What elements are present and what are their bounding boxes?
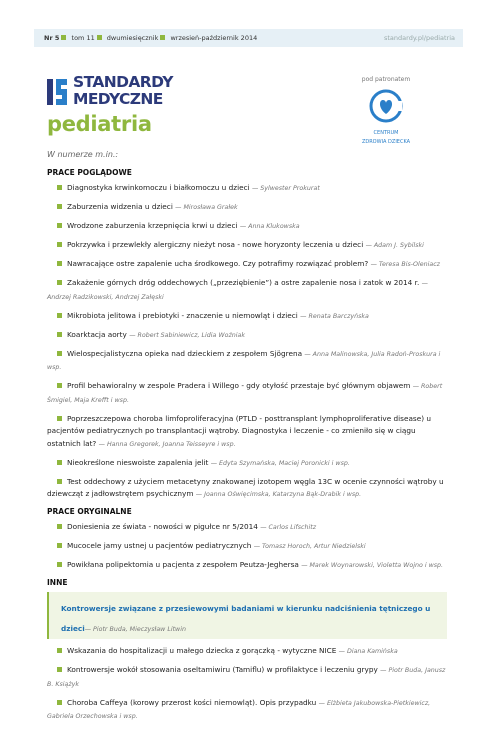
org-name-line-2: ZDROWIA DZIECKA bbox=[361, 139, 411, 145]
volume: tom 11 bbox=[71, 34, 95, 42]
square-bullet-icon bbox=[57, 332, 62, 337]
square-bullet-icon bbox=[57, 700, 62, 705]
patronage-label: pod patronatem bbox=[361, 76, 411, 83]
list-item[interactable] bbox=[47, 521, 447, 535]
article-title[interactable]: Powikłana polipektomia u pacjenta z zespołem Peutza-Jeghersa bbox=[67, 560, 299, 569]
square-bullet-icon bbox=[57, 383, 62, 388]
list-item[interactable] bbox=[47, 413, 447, 452]
featured-article[interactable] bbox=[47, 592, 447, 639]
logo-mark-icon bbox=[47, 76, 69, 108]
article-title[interactable]: Mucocele jamy ustnej u pacjentów pediatrycznych bbox=[67, 541, 252, 550]
article-authors: — Andrzej Radzikowski, Andrzej Załęski bbox=[47, 280, 428, 301]
article-title[interactable]: Zakażenie górnych dróg oddechowych („przeziębienie”) a ostre zapalenie nosa i zatok w 2014 r. bbox=[67, 278, 420, 287]
section-other-list bbox=[47, 645, 447, 724]
square-bullet-icon bbox=[57, 185, 62, 190]
article-authors: — Tomasz Horoch, Artur Niedzielski bbox=[253, 543, 366, 550]
article-title[interactable]: Choroba Caffeya (korowy przerost kości niemowląt). Opis przypadku bbox=[67, 697, 317, 707]
article-authors: — Piotr Buda, Janusz B. Książyk bbox=[47, 667, 446, 688]
article-authors: — Renata Barczyńska bbox=[300, 312, 369, 320]
article-authors: — Sylwester Prokurat bbox=[251, 185, 320, 192]
square-bullet-icon bbox=[61, 35, 66, 40]
square-bullet-icon bbox=[57, 524, 62, 529]
journal-title: pediatria bbox=[47, 112, 152, 136]
article-title[interactable]: Wrodzone zaburzenia krzepnięcia krwi u dzieci bbox=[67, 221, 238, 230]
article-title[interactable]: Pokrzywka i przewlekły alergiczny nieżyt nosa - nowe horyzonty leczenia u dzieci bbox=[67, 240, 364, 249]
section-title-review: PRACE POGLĄDOWE bbox=[47, 168, 132, 177]
table-of-contents bbox=[47, 150, 447, 729]
issue-info bbox=[44, 29, 257, 47]
article-authors: — Edyta Szymańska, Maciej Poronicki i wsp. bbox=[210, 459, 350, 467]
list-item[interactable] bbox=[47, 277, 447, 304]
list-item[interactable] bbox=[47, 201, 447, 215]
square-bullet-icon bbox=[57, 416, 62, 421]
list-item[interactable] bbox=[47, 476, 447, 502]
article-authors: — Hanna Gregorek, Joanna Teisseyre i wsp. bbox=[98, 440, 236, 448]
square-bullet-icon bbox=[57, 648, 62, 653]
list-item[interactable] bbox=[47, 697, 447, 724]
standardy-medyczne-logo bbox=[47, 74, 207, 109]
square-bullet-icon bbox=[57, 261, 62, 266]
square-bullet-icon bbox=[57, 351, 62, 356]
article-authors: — Robert Śmigiel, Maja Krefft i wsp. bbox=[47, 383, 443, 404]
square-bullet-icon bbox=[57, 667, 62, 672]
featured-article-title[interactable]: Kontrowersje związane z przesiewowymi badaniami w kierunku nadciśnienia tętniczego u dzieci bbox=[61, 604, 431, 633]
square-bullet-icon bbox=[160, 35, 165, 40]
article-title[interactable]: Wskazania do hospitalizacji u małego dziecka z gorączką - wytyczne NICE bbox=[67, 646, 337, 655]
article-title[interactable]: Koarktacja aorty bbox=[67, 329, 127, 339]
square-bullet-icon bbox=[57, 223, 62, 228]
section-review-list bbox=[47, 182, 447, 502]
heart-logo-icon bbox=[368, 88, 404, 124]
article-authors: — Carlos Lifschitz bbox=[260, 524, 316, 531]
list-item[interactable] bbox=[47, 645, 447, 659]
patronage-block bbox=[355, 76, 417, 146]
square-bullet-icon bbox=[57, 204, 62, 209]
list-item[interactable] bbox=[47, 559, 447, 573]
article-title[interactable]: Test oddechowy z użyciem metacetyny znakowanej izotopem węgla 13C w ocenie czynności wątroby u dziewcząt z jadłowstrętem psychicznym bbox=[47, 476, 444, 498]
square-bullet-icon bbox=[57, 543, 62, 548]
square-bullet-icon bbox=[57, 313, 62, 318]
brand-line-2: MEDYCZNE bbox=[73, 90, 163, 108]
article-title[interactable]: Nawracające ostre zapalenie ucha środkowego. Czy potrafimy rozwiązać problem? bbox=[67, 259, 369, 268]
site-url-link[interactable]: standardy.pl/pediatria bbox=[384, 34, 455, 42]
article-title[interactable]: Mikrobiota jelitowa i prebiotyki - znaczenie u niemowląt i dzieci bbox=[67, 310, 298, 320]
square-bullet-icon bbox=[57, 280, 62, 285]
article-authors: — Anna Malinowska, Julia Radoń-Proskura i wsp. bbox=[47, 350, 441, 371]
square-bullet-icon bbox=[57, 562, 62, 567]
brand-line-1: STANDARDY bbox=[73, 73, 173, 91]
article-title[interactable]: Nieokreślone nieswoiste zapalenia jelit bbox=[67, 457, 209, 467]
toc-intro: W numerze m.in.: bbox=[47, 150, 119, 159]
square-bullet-icon bbox=[57, 242, 62, 247]
article-authors: — Marek Woynarowski, Violetta Wojno i wsp. bbox=[301, 562, 444, 569]
article-title[interactable]: Zaburzenia widzenia u dzieci bbox=[67, 202, 173, 211]
square-bullet-icon bbox=[57, 460, 62, 465]
list-item[interactable] bbox=[47, 310, 447, 324]
featured-article-authors: — Piotr Buda, Mieczysław Litwin bbox=[84, 625, 186, 633]
list-item[interactable] bbox=[47, 182, 447, 196]
article-title[interactable]: Doniesienia ze świata - nowości w pigułce nr 5/2014 bbox=[67, 522, 258, 531]
list-item[interactable] bbox=[47, 220, 447, 234]
issue-period: wrzesień-październik 2014 bbox=[170, 34, 258, 42]
org-name-line-1: CENTRUM bbox=[373, 130, 399, 136]
article-title[interactable]: Diagnostyka krwinkomoczu i białkomoczu u dzieci bbox=[67, 183, 250, 192]
issue-number: Nr 5 bbox=[44, 34, 60, 42]
article-title[interactable]: Kontrowersje wokół stosowania oseltamiwiru (Tamiflu) w profilaktyce i leczeniu grypy bbox=[67, 665, 378, 674]
square-bullet-icon bbox=[57, 479, 62, 484]
section-title-original: PRACE ORYGINALNE bbox=[47, 507, 132, 516]
section-original-list bbox=[47, 521, 447, 573]
article-authors: — Teresa Bis-Oleniacz bbox=[370, 261, 440, 268]
article-authors: — Robert Sabiniewicz, Lidia Woźniak bbox=[129, 331, 246, 339]
frequency: dwumiesięcznik bbox=[106, 34, 159, 42]
article-authors: — Adam J. Sybilski bbox=[365, 242, 424, 249]
article-title[interactable]: Poprzeszczepowa choroba limfoproliferacyjna (PTLD - posttransplant lymphoproliferative disease) u pacjentów pediatrycznych po transplantacji wątroby. Diagnostyka i leczenie - co zmieniło się w ciągu ostatnich lat? bbox=[47, 413, 432, 448]
issue-header-bar bbox=[34, 29, 463, 47]
square-bullet-icon bbox=[97, 35, 102, 40]
article-authors: — Diana Kamińska bbox=[338, 648, 398, 655]
section-title-other: INNE bbox=[47, 578, 68, 587]
article-title[interactable]: Profil behawioralny w zespole Pradera i Willego - gdy otyłość przestaje być głównym objawem bbox=[67, 381, 411, 390]
list-item[interactable] bbox=[47, 457, 447, 471]
article-title[interactable]: Wielospecjalistyczna opieka nad dzieckiem z zespołem Sjögrena bbox=[67, 348, 303, 358]
list-item[interactable] bbox=[47, 239, 447, 253]
list-item[interactable] bbox=[47, 540, 447, 554]
article-authors: — Anna Klukowska bbox=[239, 223, 300, 230]
article-authors: — Joanna Oświęcimska, Katarzyna Bąk-Drabik i wsp. bbox=[195, 491, 362, 498]
list-item[interactable] bbox=[47, 258, 447, 272]
list-item[interactable] bbox=[47, 348, 447, 375]
article-authors: — Mirosława Grałek bbox=[175, 204, 238, 211]
list-item[interactable] bbox=[47, 329, 447, 343]
list-item[interactable] bbox=[47, 664, 447, 691]
list-item[interactable] bbox=[47, 380, 447, 407]
article-authors: — Elżbieta Jakubowska-Pietkiewicz, Gabriela Orzechowska i wsp. bbox=[47, 699, 431, 720]
